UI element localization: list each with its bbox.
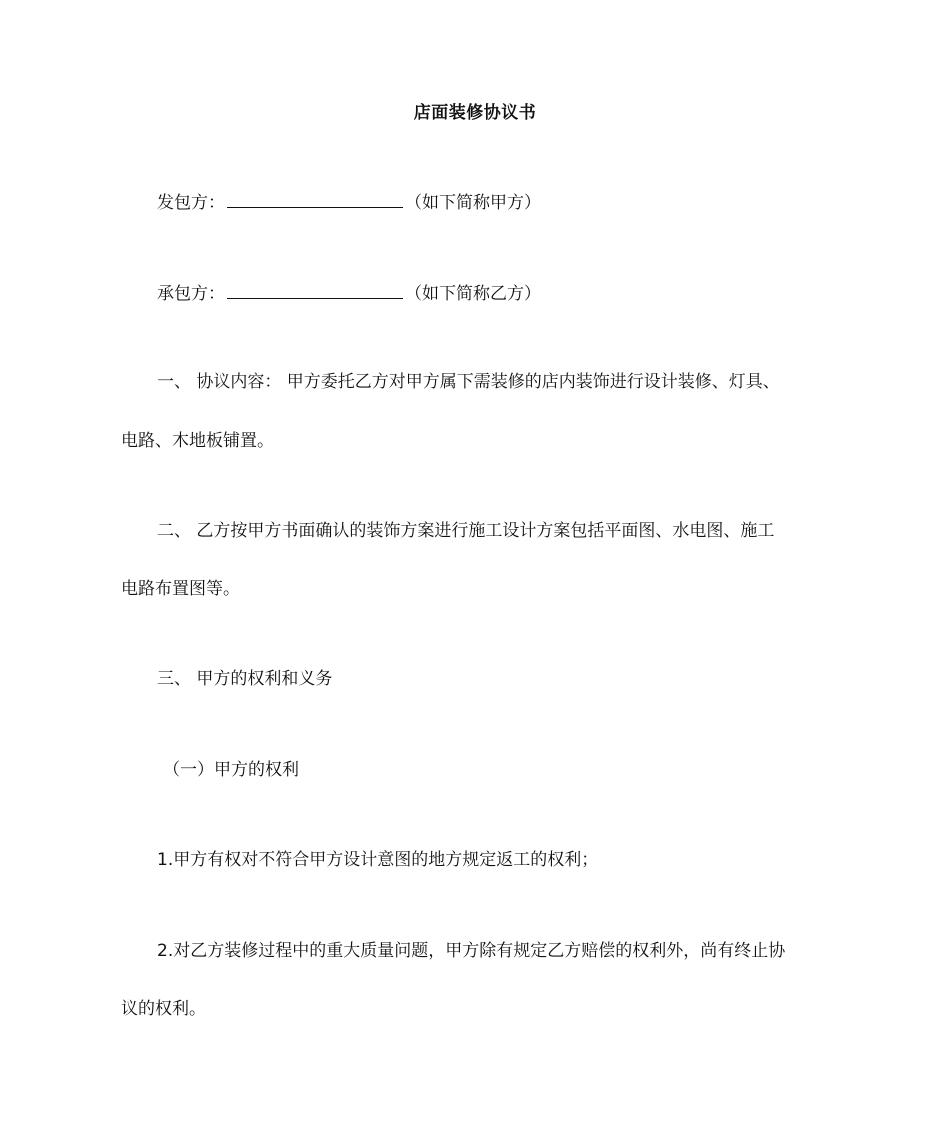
party-a-line xyxy=(157,189,541,215)
section2-line1: 二、 乙方按甲方书面确认的装饰方案进行施工设计方案包括平面图、水电图、施工 xyxy=(157,521,775,541)
section1-line1: 一、 协议内容： 甲方委托乙方对甲方属下需装修的店内装饰进行设计装修、灯具、 xyxy=(157,372,780,392)
item1: 1.甲方有权对不符合甲方设计意图的地方规定返工的权利； xyxy=(157,850,599,870)
section2-line2: 电路布置图等。 xyxy=(121,579,240,599)
party-b-note: （如下简称乙方） xyxy=(405,284,541,304)
party-b-label: 承包方： xyxy=(157,284,225,304)
item2-line1: 2.对乙方装修过程中的重大质量问题，甲方除有规定乙方赔偿的权利外，尚有终止协 xyxy=(157,941,786,961)
section1-line2: 电路、木地板铺置。 xyxy=(121,431,274,451)
document-title: 店面装修协议书 xyxy=(413,103,537,123)
subsection1-heading: （一）甲方的权利 xyxy=(163,760,299,780)
party-b-blank xyxy=(227,280,403,299)
party-a-label: 发包方： xyxy=(157,193,225,213)
item2-line2: 议的权利。 xyxy=(121,999,206,1019)
party-a-note: （如下简称甲方） xyxy=(405,193,541,213)
section3-heading: 三、 甲方的权利和义务 xyxy=(157,669,333,689)
party-a-blank xyxy=(227,189,403,208)
party-b-line xyxy=(157,280,541,306)
